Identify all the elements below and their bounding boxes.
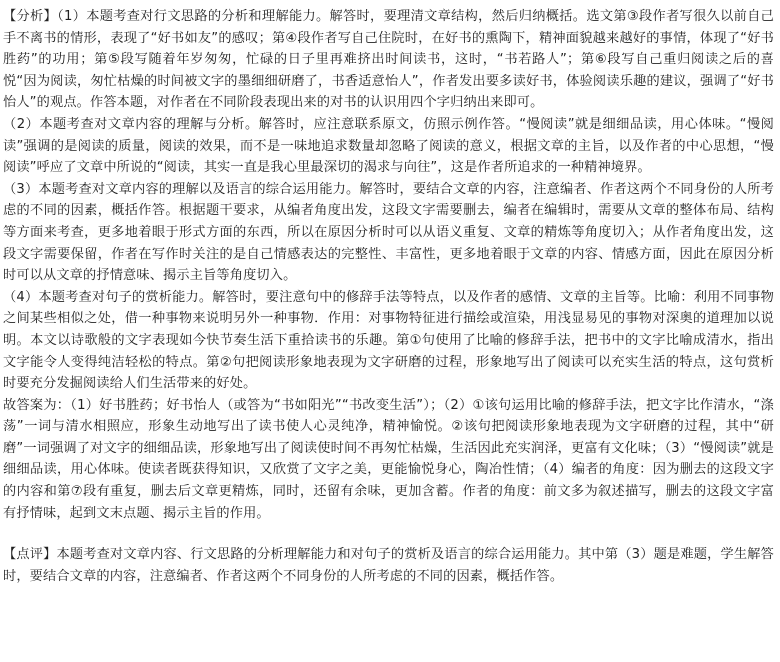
comment-paragraph: 【点评】本题考查对文章内容、行文思路的分析理解能力和对句子的赏析及语言的综合运用能力。其中第（3）题是难题，学生解答时，要结合文章的内容，注意编者、作者这两个不同身份的人所考虑的不同的因素，概括作答。 — [3, 547, 774, 584]
analysis-part-2: （2）本题考查对文章内容的理解与分析。解答时，应注意联系原文，仿照示例作答。“慢阅读”就是细细品读，用心体味。“慢阅读”强调的是阅读的质量，阅读的效果，而不是一味地追求数量却忽略了阅读的意义，根据文章的主旨，以及作者的中心思想，“慢阅读”呼应了文章中所说的“阅读，其实一直是我心里最深切的渴求与向往”，这是作者所追求的一种精神境界。 — [3, 116, 774, 176]
analysis-part-4: （4）本题考查对句子的赏析能力。解答时，要注意句中的修辞手法等特点，以及作者的感情、文章的主旨等。比喻：利用不同事物之间某些相似之处，借一种事物来说明另外一种事物．作用：对事物特征进行描绘或渲染，用浅显易见的事物对深奥的道理加以说明。本文以诗歌般的文字表现如今快节奏生活下重拾读书的乐趣。第①句使用了比喻的修辞手法，把书中的文字比喻成清水，指出文字能令人变得纯洁轻松的特点。第②句把阅读形象地表现为文字研磨的过程，形象地写出了阅读可以充实生活的特点，这句赏析时要充分发掘阅读给人们生活带来的好处。 — [3, 289, 774, 392]
analysis-part-3: （3）本题考查对文章内容的理解以及语言的综合运用能力。解答时，要结合文章的内容，注意编者、作者这两个不同身份的人所考虑的不同的因素，概括作答。根据题干要求，从编者角度出发，这段文字需要删去，编者在编辑时，需要从文章的整体布局、结构等方面来考查，更多地着眼于形式方面的东西，所以在原因分析时可以从语义重复、文章的精炼等角度切入；从作者角度出发，这段文字需要保留，作者在写作时关注的是自己情感表达的完整性、丰富性，更多地着眼于文章的内容、情感方面，因此在原因分析时可以从文章的抒情意味、揭示主旨等角度切入。 — [3, 181, 774, 284]
section-spacer — [3, 524, 774, 544]
answer-paragraph: 故答案为：（1）好书胜药；好书怡人（或答为“书如阳光”“书改变生活”）；（2）①该句运用比喻的修辞手法，把文字比作清水，“涤荡”一词与清水相照应，形象生动地写出了读书使人心灵纯净，精神愉悦。②该句把阅读形象地表现为文字研磨的过程，其中“研磨”一词强调了对文字的细细品读，形象地写出了阅读使时间不再匆忙枯燥，生活因此充实润泽，更富有文化味；（3）“慢阅读”就是细细品读，用心体味。使读者既获得知识，又欣赏了文字之美，更能愉悦身心，陶冶性情；（4）编者的角度：因为删去的这段文字的内容和第⑦段有重复，删去后文章更精炼，同时，还留有余味，更加含蓄。作者的角度：前文多为叙述描写，删去的这段文字富有抒情味，起到文末点题、揭示主旨的作用。 — [3, 397, 774, 521]
analysis-part-1: 【分析】（1）本题考查对行文思路的分析和理解能力。解答时，要理清文章结构，然后归纳概括。选文第③段作者写很久以前自己手不离书的情形，表现了“好书如友”的感叹；第④段作者写自己住院时，在好书的熏陶下，精神面貌越来越好的事情，体现了“好书胜药”的功用；第⑤段写随着年岁匆匆，忙碌的日子里再难挤出时间读书，这时，“书若路人”；第⑥段写自己重归阅读之后的喜悦“因为阅读，匆忙枯燥的时间被文字的墨细细研磨了，书香适意怡人”，作者发出要多读好书，体验阅读乐趣的建议，强调了“好书怡人”的观点。作答本题，对作者在不同阶段表现出来的对书的认识用四个字归纳出来即可。 — [3, 9, 774, 111]
